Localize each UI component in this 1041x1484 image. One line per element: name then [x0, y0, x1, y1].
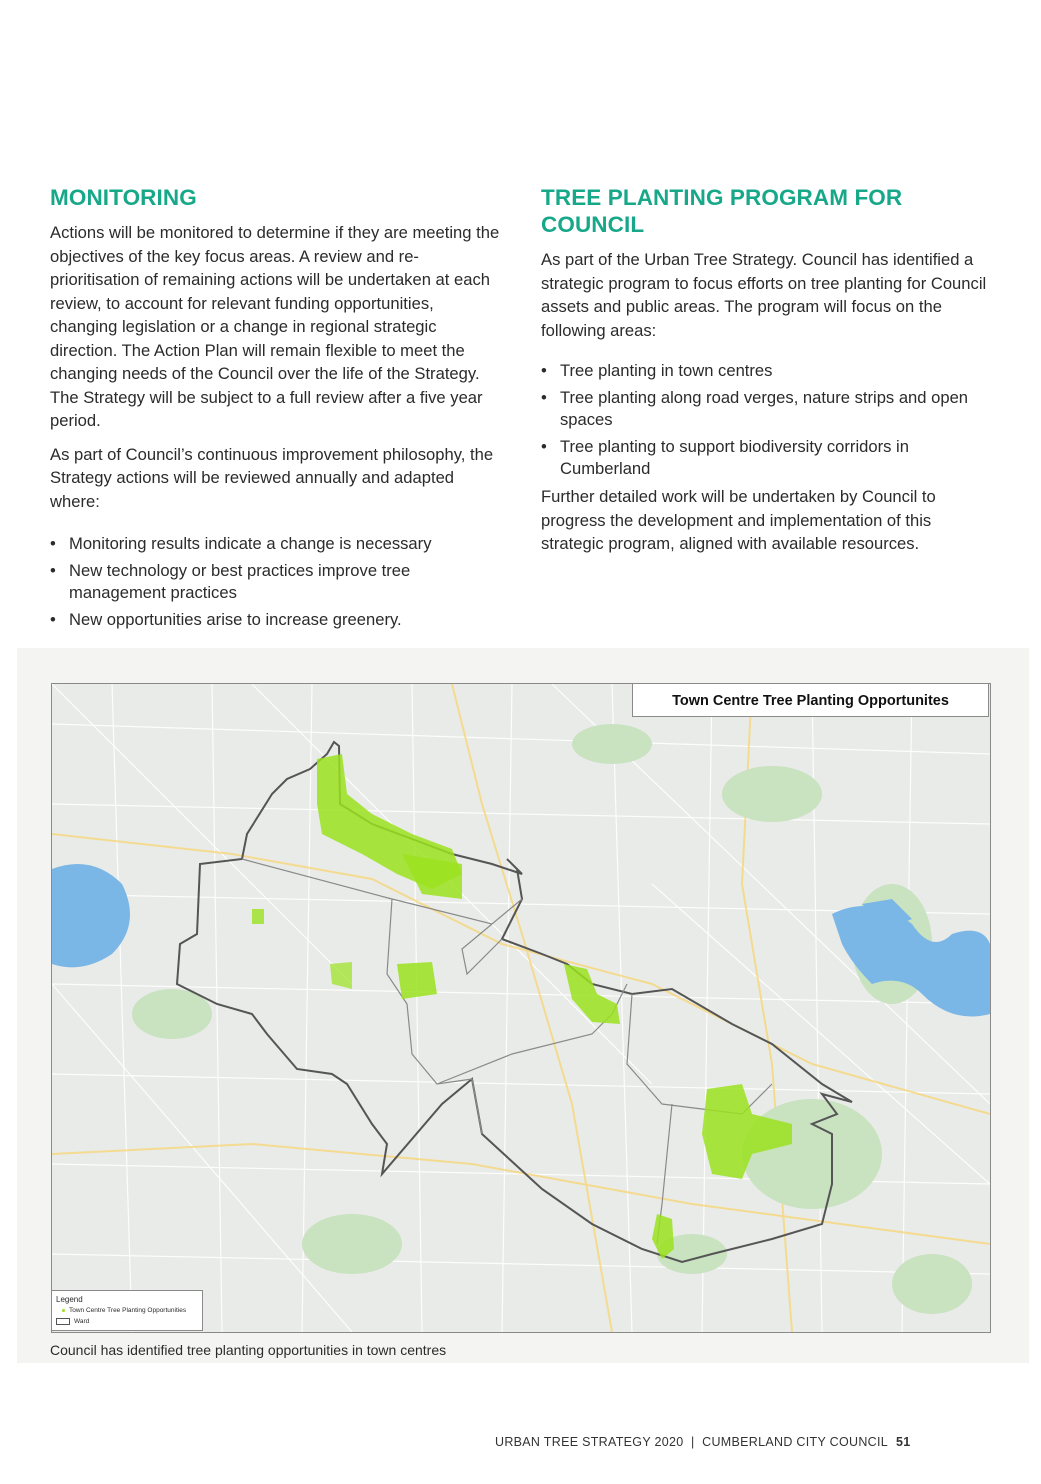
page-number: 51 — [896, 1435, 911, 1449]
legend-title: Legend — [56, 1295, 83, 1304]
legend-row-planting — [56, 1305, 198, 1316]
list-item: • New technology or best practices improve tree management practices — [50, 560, 505, 604]
program-paragraph-1: As part of the Urban Tree Strategy. Council has identified a strategic program to focus efforts on tree planting for Council assets and public areas. The program will focus on the following areas: — [541, 250, 987, 340]
town-centre-map — [51, 683, 991, 1333]
list-item: • New opportunities arise to increase greenery. — [50, 609, 505, 631]
program-section — [541, 184, 991, 566]
map-svg — [52, 684, 990, 1332]
page-footer — [495, 1435, 911, 1449]
list-item: • Tree planting in town centres — [541, 360, 991, 382]
planting-opportunities — [252, 754, 792, 1259]
list-item: • Tree planting along road verges, nature strips and open spaces — [541, 387, 991, 431]
list-item: • Tree planting to support biodiversity corridors in Cumberland — [541, 436, 991, 480]
program-heading: TREE PLANTING PROGRAM FOR COUNCIL — [541, 185, 903, 237]
monitoring-bullet-list — [50, 533, 505, 631]
council-boundary — [177, 742, 852, 1262]
map-caption: Council has identified tree planting opportunities in town centres — [50, 1342, 447, 1358]
ward-lines — [242, 859, 772, 1244]
map-title: Town Centre Tree Planting Opportunites — [632, 683, 989, 717]
program-paragraph-2: Further detailed work will be undertaken by Council to progress the development and implementation of this strategic program, aligned with available resources. — [541, 487, 936, 553]
monitoring-paragraph-2: As part of Council’s continuous improvement philosophy, the Strategy actions will be reviewed annually and adapted where: — [50, 444, 494, 511]
legend-label: Town Centre Tree Planting Opportunities — [69, 1307, 187, 1314]
planting-dot-icon — [62, 1309, 65, 1312]
footer-text: URBAN TREE STRATEGY 2020 | CUMBERLAND CITY COUNCIL — [495, 1435, 889, 1449]
map-legend — [51, 1290, 203, 1331]
list-item: • Monitoring results indicate a change is necessary — [50, 533, 505, 555]
monitoring-heading: MONITORING — [50, 185, 197, 210]
legend-label: Ward — [74, 1318, 90, 1325]
monitoring-paragraph-1: Actions will be monitored to determine if they are meeting the objectives of the key focus areas. A review and re-prioritisation of remaining actions will be undertaken at each review, to account for relevant funding opportunities, changing legislation or a change in regional strategic direction. The Action Plan will remain flexible to meet the changing needs of the Council over the life of the Strategy. The Strategy will be subject to a full review after a five year period. — [50, 223, 500, 430]
program-bullet-list — [541, 360, 991, 480]
monitoring-section — [50, 184, 505, 636]
ward-box-icon — [56, 1318, 70, 1325]
legend-row-ward — [56, 1316, 198, 1327]
